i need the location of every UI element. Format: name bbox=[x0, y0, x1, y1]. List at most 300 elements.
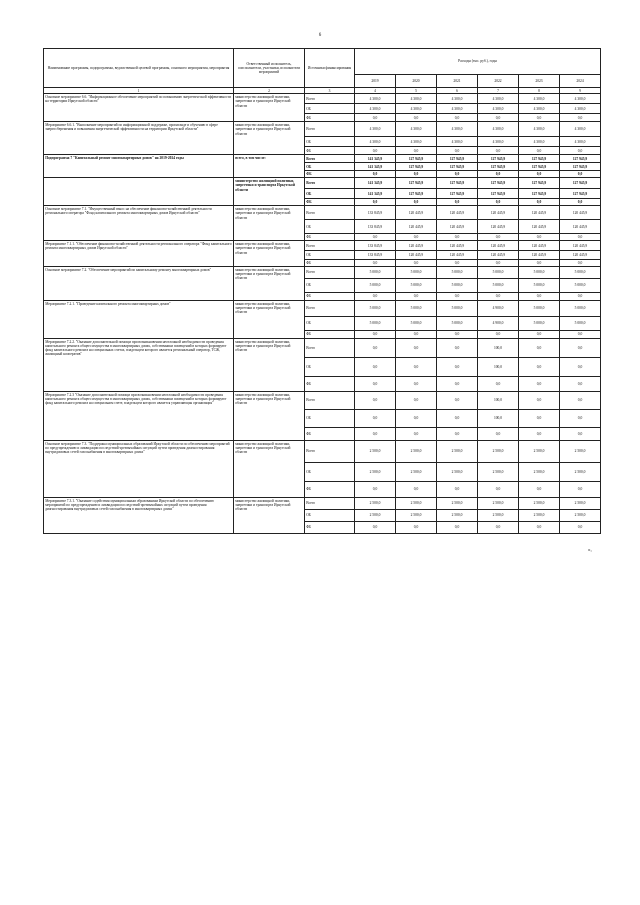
expense-value-cell: 4 300,0 bbox=[560, 104, 601, 114]
expense-value-cell: 0,0 bbox=[396, 260, 437, 266]
expense-value-cell: 0,0 bbox=[560, 292, 601, 300]
expense-value-cell: 0,0 bbox=[560, 114, 601, 122]
table-row bbox=[44, 178, 601, 189]
expense-value-cell: 4 300,0 bbox=[396, 94, 437, 104]
expense-value-cell: 2 500,0 bbox=[560, 509, 601, 521]
funding-source-cell: Всего bbox=[305, 266, 355, 278]
expense-value-cell: 127 945,9 bbox=[437, 178, 478, 189]
funding-source-cell: ФБ bbox=[305, 330, 355, 338]
expense-value-cell: 5 000,0 bbox=[560, 316, 601, 330]
budget-table bbox=[43, 48, 601, 534]
header-column-number: 3 bbox=[305, 88, 355, 94]
expense-value-cell: 141 345,9 bbox=[355, 155, 396, 163]
expense-value-cell: 2 500,0 bbox=[437, 462, 478, 481]
table-row bbox=[44, 241, 601, 251]
table-row bbox=[44, 122, 601, 137]
expense-value-cell: 0,0 bbox=[519, 521, 560, 533]
header-source: Источники финансирования bbox=[305, 49, 355, 88]
expense-value-cell: 0,0 bbox=[519, 114, 560, 122]
funding-source-cell: ФБ bbox=[305, 260, 355, 266]
expense-value-cell: 133 845,9 bbox=[355, 251, 396, 260]
expense-value-cell: 100,0 bbox=[478, 409, 519, 427]
expense-value-cell: 0,0 bbox=[355, 292, 396, 300]
expense-value-cell: 0,0 bbox=[355, 376, 396, 391]
expense-value-cell: 5 000,0 bbox=[355, 278, 396, 292]
program-name-cell: Мероприятие 7.2.3 "Оказание дополнительной помощи при возникновении неотложной необходимости проведения капитального ремонта общего имущества в многоквартирных домах, собственники помещений в которых формируют фонд капитального ремонта на специальном счете, владельцем которого является управляющая организация" bbox=[44, 391, 234, 440]
expense-value-cell: 2 500,0 bbox=[396, 440, 437, 462]
expense-value-cell: 0,0 bbox=[437, 199, 478, 206]
funding-source-cell: Всего bbox=[305, 440, 355, 462]
expense-value-cell: 100,0 bbox=[478, 357, 519, 376]
expense-value-cell: 2 500,0 bbox=[560, 497, 601, 509]
expense-value-cell: 0,0 bbox=[560, 376, 601, 391]
expense-value-cell: 2 500,0 bbox=[355, 440, 396, 462]
header-column-number: 5 bbox=[396, 88, 437, 94]
expense-value-cell: 0,0 bbox=[437, 427, 478, 440]
expense-value-cell: 0,0 bbox=[437, 292, 478, 300]
responsible-cell: всего, в том числе: bbox=[234, 155, 305, 178]
expense-value-cell: 0,0 bbox=[519, 376, 560, 391]
page-number: 6 bbox=[318, 33, 322, 38]
program-name-cell: Мероприятие 7.1.1. "Обеспечение финансово-хозяйственной деятельности регионального оператора "Фонд капитального ремонта многоквартирных домов Иркутской области" bbox=[44, 241, 234, 266]
expense-value-cell: 127 945,9 bbox=[396, 189, 437, 199]
expense-value-cell: 133 845,9 bbox=[355, 241, 396, 251]
table-row bbox=[44, 338, 601, 357]
header-column-number: 2 bbox=[234, 88, 305, 94]
expense-value-cell: 0,0 bbox=[437, 521, 478, 533]
program-name-cell bbox=[44, 178, 234, 206]
expense-value-cell: 0,0 bbox=[519, 357, 560, 376]
expense-value-cell: 0,0 bbox=[560, 521, 601, 533]
expense-value-cell: 120 445,9 bbox=[437, 220, 478, 234]
funding-source-cell: ОБ bbox=[305, 409, 355, 427]
expense-value-cell: 0,0 bbox=[396, 409, 437, 427]
expense-value-cell: 0,0 bbox=[519, 338, 560, 357]
expense-value-cell: 0,0 bbox=[396, 357, 437, 376]
expense-value-cell: 0,0 bbox=[478, 199, 519, 206]
expense-value-cell: 0,0 bbox=[519, 427, 560, 440]
funding-source-cell: Всего bbox=[305, 206, 355, 220]
expense-value-cell: 127 945,9 bbox=[478, 163, 519, 171]
header-column-number: 7 bbox=[478, 88, 519, 94]
expense-value-cell: 2 500,0 bbox=[519, 509, 560, 521]
expense-value-cell: 5 000,0 bbox=[560, 266, 601, 278]
expense-value-cell: 0,0 bbox=[355, 427, 396, 440]
expense-value-cell: 4 300,0 bbox=[560, 94, 601, 104]
responsible-cell: министерство жилищной политики, энергетики и транспорта Иркутской области bbox=[234, 178, 305, 206]
funding-source-cell: ОБ bbox=[305, 316, 355, 330]
expense-value-cell: 0,0 bbox=[478, 260, 519, 266]
expense-value-cell: 0,0 bbox=[478, 147, 519, 155]
expense-value-cell: 0,0 bbox=[355, 199, 396, 206]
expense-value-cell: 0,0 bbox=[355, 338, 396, 357]
expense-value-cell: 120 445,9 bbox=[437, 206, 478, 220]
expense-value-cell: 0,0 bbox=[437, 171, 478, 178]
expense-value-cell: 0,0 bbox=[437, 409, 478, 427]
expense-value-cell: 2 500,0 bbox=[478, 497, 519, 509]
expense-value-cell: 120 445,9 bbox=[560, 251, 601, 260]
expense-value-cell: 0,0 bbox=[478, 427, 519, 440]
expense-value-cell: 0,0 bbox=[396, 330, 437, 338]
expense-value-cell: 120 445,9 bbox=[396, 206, 437, 220]
funding-source-cell: ОБ bbox=[305, 137, 355, 147]
expense-value-cell: 2 500,0 bbox=[478, 509, 519, 521]
expense-value-cell: 120 445,9 bbox=[437, 241, 478, 251]
expense-value-cell: 0,0 bbox=[437, 260, 478, 266]
expense-value-cell: 0,0 bbox=[519, 234, 560, 241]
expense-value-cell: 4 300,0 bbox=[396, 104, 437, 114]
expense-value-cell: 120 445,9 bbox=[478, 241, 519, 251]
responsible-cell: министерство жилищной политики, энергетики и транспорта Иркутской области bbox=[234, 338, 305, 391]
expense-value-cell: 0,0 bbox=[355, 391, 396, 409]
expense-value-cell: 120 445,9 bbox=[396, 220, 437, 234]
expense-value-cell: 5 000,0 bbox=[560, 278, 601, 292]
header-column-number: 4 bbox=[355, 88, 396, 94]
continuation-mark: », bbox=[588, 548, 592, 553]
program-name-cell: Основное мероприятие 7.3. "Поддержка муниципальных образований Иркутской области по обеспечению мероприятий по предупреждению и ликвидации последствий чрезвычайных ситуаций путем проведения диагностирования внутридомовых сетей газоснабжения в многоквартирных домах" bbox=[44, 440, 234, 497]
table-row bbox=[44, 391, 601, 409]
expense-value-cell: 0,0 bbox=[396, 114, 437, 122]
expense-value-cell: 0,0 bbox=[396, 391, 437, 409]
header-column-number: 9 bbox=[560, 88, 601, 94]
expense-value-cell: 5 000,0 bbox=[519, 266, 560, 278]
expense-value-cell: 0,0 bbox=[396, 376, 437, 391]
expense-value-cell: 127 945,9 bbox=[396, 163, 437, 171]
expense-value-cell: 127 945,9 bbox=[560, 178, 601, 189]
expense-value-cell: 5 000,0 bbox=[437, 316, 478, 330]
expense-value-cell: 0,0 bbox=[355, 114, 396, 122]
expense-value-cell: 120 445,9 bbox=[519, 251, 560, 260]
expense-value-cell: 4 300,0 bbox=[478, 104, 519, 114]
header-column-number: 8 bbox=[519, 88, 560, 94]
expense-value-cell: 0,0 bbox=[437, 376, 478, 391]
expense-value-cell: 127 945,9 bbox=[478, 155, 519, 163]
funding-source-cell: Всего bbox=[305, 497, 355, 509]
table-row bbox=[44, 497, 601, 509]
program-name-cell: Мероприятие 6.6.1. "Выполнение мероприятий по информационной поддержке, пропаганде и обучению в сфере энергосбережения и повышения энергетической эффективности на территории Иркутской области" bbox=[44, 122, 234, 155]
expense-value-cell: 2 500,0 bbox=[519, 462, 560, 481]
expense-value-cell: 0,0 bbox=[396, 292, 437, 300]
expense-value-cell: 127 945,9 bbox=[560, 163, 601, 171]
funding-source-cell: Всего bbox=[305, 178, 355, 189]
table-row bbox=[44, 206, 601, 220]
expense-value-cell: 133 845,9 bbox=[355, 206, 396, 220]
expense-value-cell: 0,0 bbox=[396, 481, 437, 497]
expense-value-cell: 4 300,0 bbox=[396, 122, 437, 137]
expense-value-cell: 127 945,9 bbox=[519, 178, 560, 189]
expense-value-cell: 2 500,0 bbox=[396, 509, 437, 521]
responsible-cell: министерство жилищной политики, энергетики и транспорта Иркутской области bbox=[234, 266, 305, 300]
header-year: 2022 bbox=[478, 75, 519, 88]
expense-value-cell: 127 945,9 bbox=[519, 189, 560, 199]
expense-value-cell: 5 000,0 bbox=[355, 316, 396, 330]
expense-value-cell: 2 500,0 bbox=[355, 497, 396, 509]
funding-source-cell: Всего bbox=[305, 155, 355, 163]
expense-value-cell: 4 300,0 bbox=[519, 137, 560, 147]
expense-value-cell: 141 345,9 bbox=[355, 163, 396, 171]
expense-value-cell: 120 445,9 bbox=[478, 206, 519, 220]
expense-value-cell: 0,0 bbox=[396, 171, 437, 178]
expense-value-cell: 4 300,0 bbox=[560, 137, 601, 147]
table-row bbox=[44, 94, 601, 104]
funding-source-cell: ФБ bbox=[305, 234, 355, 241]
program-name-cell: Мероприятие 7.3.1. "Оказание содействия муниципальным образованиям Иркутской области по обеспечению мероприятий по предупреждению и ликвидации последствий чрезвычайных ситуаций путем проведения диагностирования внутридомовых сетей газоснабжения в многоквартирных домах" bbox=[44, 497, 234, 533]
expense-value-cell: 0,0 bbox=[519, 481, 560, 497]
funding-source-cell: ОБ bbox=[305, 220, 355, 234]
expense-value-cell: 4 300,0 bbox=[355, 104, 396, 114]
funding-source-cell: Всего bbox=[305, 391, 355, 409]
expense-value-cell: 2 500,0 bbox=[560, 440, 601, 462]
responsible-cell: министерство жилищной политики, энергетики и транспорта Иркутской области bbox=[234, 206, 305, 241]
funding-source-cell: ФБ bbox=[305, 147, 355, 155]
expense-value-cell: 0,0 bbox=[396, 427, 437, 440]
responsible-cell: министерство жилищной политики, энергетики и транспорта Иркутской области bbox=[234, 391, 305, 440]
expense-value-cell: 4 300,0 bbox=[478, 94, 519, 104]
expense-value-cell: 0,0 bbox=[437, 114, 478, 122]
expense-value-cell: 127 945,9 bbox=[437, 163, 478, 171]
expense-value-cell: 120 445,9 bbox=[396, 241, 437, 251]
expense-value-cell: 127 945,9 bbox=[560, 189, 601, 199]
table-row bbox=[44, 266, 601, 278]
expense-value-cell: 0,0 bbox=[560, 147, 601, 155]
expense-value-cell: 4 300,0 bbox=[519, 94, 560, 104]
expense-value-cell: 0,0 bbox=[560, 234, 601, 241]
expense-value-cell: 5 000,0 bbox=[519, 300, 560, 316]
expense-value-cell: 0,0 bbox=[560, 391, 601, 409]
expense-value-cell: 0,0 bbox=[519, 147, 560, 155]
header-name: Наименование программы, подпрограммы, ведомственной целевой программы, основного мероприятия, мероприятия bbox=[44, 49, 234, 88]
expense-value-cell: 0,0 bbox=[437, 481, 478, 497]
expense-value-cell: 0,0 bbox=[519, 330, 560, 338]
expense-value-cell: 5 000,0 bbox=[355, 300, 396, 316]
expense-value-cell: 120 445,9 bbox=[478, 220, 519, 234]
expense-value-cell: 0,0 bbox=[437, 391, 478, 409]
funding-source-cell: ФБ bbox=[305, 114, 355, 122]
header-column-number: 1 bbox=[44, 88, 234, 94]
expense-value-cell: 2 500,0 bbox=[396, 462, 437, 481]
header-year: 2023 bbox=[519, 75, 560, 88]
expense-value-cell: 4 300,0 bbox=[519, 104, 560, 114]
expense-value-cell: 0,0 bbox=[355, 409, 396, 427]
funding-source-cell: ОБ bbox=[305, 278, 355, 292]
responsible-cell: министерство жилищной политики, энергетики и транспорта Иркутской области bbox=[234, 241, 305, 266]
expense-value-cell: 0,0 bbox=[560, 357, 601, 376]
expense-value-cell: 127 945,9 bbox=[396, 178, 437, 189]
header-responsible: Ответственный исполнитель, соисполнители, участники, исполнители мероприятий bbox=[234, 49, 305, 88]
expense-value-cell: 2 500,0 bbox=[437, 497, 478, 509]
expense-value-cell: 0,0 bbox=[478, 114, 519, 122]
program-name-cell: Подпрограмма 7 "Капитальный ремонт многоквартирных домов" на 2019-2024 годы bbox=[44, 155, 234, 178]
expense-value-cell: 2 500,0 bbox=[560, 462, 601, 481]
funding-source-cell: Всего bbox=[305, 241, 355, 251]
expense-value-cell: 141 345,9 bbox=[355, 189, 396, 199]
responsible-cell: министерство жилищной политики, энергетики и транспорта Иркутской области bbox=[234, 122, 305, 155]
expense-value-cell: 2 500,0 bbox=[437, 440, 478, 462]
expense-value-cell: 0,0 bbox=[519, 409, 560, 427]
funding-source-cell: ФБ bbox=[305, 427, 355, 440]
funding-source-cell: ФБ bbox=[305, 376, 355, 391]
funding-source-cell: ФБ bbox=[305, 199, 355, 206]
expense-value-cell: 4 300,0 bbox=[437, 104, 478, 114]
expense-value-cell: 0,0 bbox=[437, 330, 478, 338]
expense-value-cell: 0,0 bbox=[560, 330, 601, 338]
expense-value-cell: 5 000,0 bbox=[396, 266, 437, 278]
expense-value-cell: 0,0 bbox=[437, 338, 478, 357]
expense-value-cell: 0,0 bbox=[355, 171, 396, 178]
table-row bbox=[44, 155, 601, 163]
expense-value-cell: 127 945,9 bbox=[519, 155, 560, 163]
expense-value-cell: 0,0 bbox=[560, 481, 601, 497]
expense-value-cell: 0,0 bbox=[437, 234, 478, 241]
funding-source-cell: Всего bbox=[305, 122, 355, 137]
expense-value-cell: 5 000,0 bbox=[437, 266, 478, 278]
expense-value-cell: 127 945,9 bbox=[519, 163, 560, 171]
expense-value-cell: 4 300,0 bbox=[355, 94, 396, 104]
expense-value-cell: 0,0 bbox=[355, 521, 396, 533]
expense-value-cell: 2 500,0 bbox=[478, 462, 519, 481]
expense-value-cell: 4 300,0 bbox=[560, 122, 601, 137]
expense-value-cell: 4 300,0 bbox=[519, 122, 560, 137]
expense-value-cell: 0,0 bbox=[355, 234, 396, 241]
expense-value-cell: 0,0 bbox=[519, 391, 560, 409]
expense-value-cell: 4 300,0 bbox=[437, 122, 478, 137]
header-year: 2020 bbox=[396, 75, 437, 88]
expense-value-cell: 0,0 bbox=[396, 338, 437, 357]
expense-value-cell: 2 500,0 bbox=[355, 462, 396, 481]
expense-value-cell: 4 900,0 bbox=[478, 300, 519, 316]
expense-value-cell: 0,0 bbox=[560, 260, 601, 266]
expense-value-cell: 0,0 bbox=[355, 147, 396, 155]
expense-value-cell: 4 300,0 bbox=[396, 137, 437, 147]
header-column-number: 6 bbox=[437, 88, 478, 94]
expense-value-cell: 0,0 bbox=[478, 292, 519, 300]
responsible-cell: министерство жилищной политики, энергетики и транспорта Иркутской области bbox=[234, 94, 305, 122]
expense-value-cell: 127 945,9 bbox=[560, 155, 601, 163]
header-year: 2024 bbox=[560, 75, 601, 88]
expense-value-cell: 5 000,0 bbox=[437, 278, 478, 292]
expense-value-cell: 2 500,0 bbox=[478, 440, 519, 462]
expense-value-cell: 4 900,0 bbox=[478, 316, 519, 330]
expense-value-cell: 0,0 bbox=[478, 521, 519, 533]
expense-value-cell: 5 000,0 bbox=[560, 300, 601, 316]
expense-value-cell: 5 000,0 bbox=[478, 266, 519, 278]
expense-value-cell: 127 945,9 bbox=[437, 189, 478, 199]
expense-value-cell: 2 500,0 bbox=[519, 440, 560, 462]
expense-value-cell: 4 300,0 bbox=[437, 94, 478, 104]
expense-value-cell: 5 000,0 bbox=[519, 278, 560, 292]
expense-value-cell: 127 945,9 bbox=[396, 155, 437, 163]
funding-source-cell: ФБ bbox=[305, 171, 355, 178]
table-row bbox=[44, 440, 601, 462]
expense-value-cell: 2 500,0 bbox=[437, 509, 478, 521]
expense-value-cell: 0,0 bbox=[355, 330, 396, 338]
expense-value-cell: 0,0 bbox=[519, 171, 560, 178]
responsible-cell: министерство жилищной политики, энергетики и транспорта Иркутской области bbox=[234, 300, 305, 338]
expense-value-cell: 0,0 bbox=[478, 330, 519, 338]
expense-value-cell: 120 445,9 bbox=[519, 220, 560, 234]
expense-value-cell: 0,0 bbox=[519, 260, 560, 266]
expense-value-cell: 0,0 bbox=[396, 147, 437, 155]
expense-value-cell: 5 000,0 bbox=[478, 278, 519, 292]
expense-value-cell: 2 500,0 bbox=[396, 497, 437, 509]
expense-value-cell: 0,0 bbox=[396, 521, 437, 533]
funding-source-cell: Всего bbox=[305, 338, 355, 357]
expense-value-cell: 4 300,0 bbox=[437, 137, 478, 147]
expense-value-cell: 127 945,9 bbox=[478, 189, 519, 199]
expense-value-cell: 0,0 bbox=[437, 357, 478, 376]
expense-value-cell: 120 445,9 bbox=[560, 241, 601, 251]
expense-value-cell: 141 345,9 bbox=[355, 178, 396, 189]
expense-value-cell: 0,0 bbox=[519, 292, 560, 300]
expense-value-cell: 120 445,9 bbox=[396, 251, 437, 260]
table-row bbox=[44, 300, 601, 316]
expense-value-cell: 0,0 bbox=[478, 481, 519, 497]
expense-value-cell: 0,0 bbox=[478, 234, 519, 241]
expense-value-cell: 0,0 bbox=[355, 481, 396, 497]
expense-value-cell: 4 300,0 bbox=[478, 137, 519, 147]
responsible-cell: министерство жилищной политики, энергетики и транспорта Иркутской области bbox=[234, 440, 305, 497]
expense-value-cell: 2 500,0 bbox=[355, 509, 396, 521]
expense-value-cell: 5 000,0 bbox=[519, 316, 560, 330]
expense-value-cell: 5 000,0 bbox=[396, 316, 437, 330]
expense-value-cell: 0,0 bbox=[355, 357, 396, 376]
expense-value-cell: 0,0 bbox=[560, 427, 601, 440]
expense-value-cell: 0,0 bbox=[478, 376, 519, 391]
funding-source-cell: ОБ bbox=[305, 357, 355, 376]
expense-value-cell: 127 945,9 bbox=[437, 155, 478, 163]
expense-value-cell: 0,0 bbox=[478, 171, 519, 178]
expense-value-cell: 120 445,9 bbox=[478, 251, 519, 260]
funding-source-cell: ОБ bbox=[305, 189, 355, 199]
funding-source-cell: ОБ bbox=[305, 163, 355, 171]
expense-value-cell: 5 000,0 bbox=[355, 266, 396, 278]
expense-value-cell: 100,0 bbox=[478, 338, 519, 357]
expense-value-cell: 4 300,0 bbox=[355, 137, 396, 147]
funding-source-cell: ФБ bbox=[305, 481, 355, 497]
program-name-cell: Мероприятие 7.2.1. "Проведение капитального ремонта многоквартирных домов" bbox=[44, 300, 234, 338]
funding-source-cell: ОБ bbox=[305, 462, 355, 481]
responsible-cell: министерство жилищной политики, энергетики и транспорта Иркутской области bbox=[234, 497, 305, 533]
expense-value-cell: 120 445,9 bbox=[560, 206, 601, 220]
program-name-cell: Мероприятие 7.2.2. "Оказание дополнительной помощи при возникновении неотложной необходимости проведения капитального ремонта общего имущества в многоквартирных домах, собственники помещений в которых формируют фонд капитального ремонта на специальных счетах, владельцем которого является региональный оператор, ТСЖ, жилищный кооператив" bbox=[44, 338, 234, 391]
funding-source-cell: ОБ bbox=[305, 251, 355, 260]
expense-value-cell: 0,0 bbox=[355, 260, 396, 266]
funding-source-cell: ФБ bbox=[305, 521, 355, 533]
header-year: 2019 bbox=[355, 75, 396, 88]
expense-value-cell: 4 300,0 bbox=[355, 122, 396, 137]
header-expenses: Расходы (тыс. руб.), годы bbox=[355, 49, 601, 75]
expense-value-cell: 120 445,9 bbox=[519, 241, 560, 251]
expense-value-cell: 2 500,0 bbox=[519, 497, 560, 509]
expense-value-cell: 5 000,0 bbox=[396, 300, 437, 316]
program-name-cell: Основное мероприятие 7.1. "Имущественный взнос на обеспечение финансово-хозяйственной деятельности регионального оператора "Фонд капитального ремонта многоквартирных домов Иркутской области" bbox=[44, 206, 234, 241]
expense-value-cell: 0,0 bbox=[560, 199, 601, 206]
funding-source-cell: ФБ bbox=[305, 292, 355, 300]
expense-value-cell: 0,0 bbox=[396, 234, 437, 241]
expense-value-cell: 120 445,9 bbox=[519, 206, 560, 220]
funding-source-cell: ОБ bbox=[305, 509, 355, 521]
expense-value-cell: 120 445,9 bbox=[560, 220, 601, 234]
expense-value-cell: 0,0 bbox=[560, 409, 601, 427]
expense-value-cell: 0,0 bbox=[519, 199, 560, 206]
funding-source-cell: Всего bbox=[305, 300, 355, 316]
program-name-cell: Основное мероприятие 7.2. "Обеспечение мероприятий по капитальному ремонту многоквартирных домов" bbox=[44, 266, 234, 300]
expense-value-cell: 0,0 bbox=[396, 199, 437, 206]
expense-value-cell: 0,0 bbox=[437, 147, 478, 155]
expense-value-cell: 133 845,9 bbox=[355, 220, 396, 234]
expense-value-cell: 100,0 bbox=[478, 391, 519, 409]
budget-table-container bbox=[43, 48, 600, 534]
